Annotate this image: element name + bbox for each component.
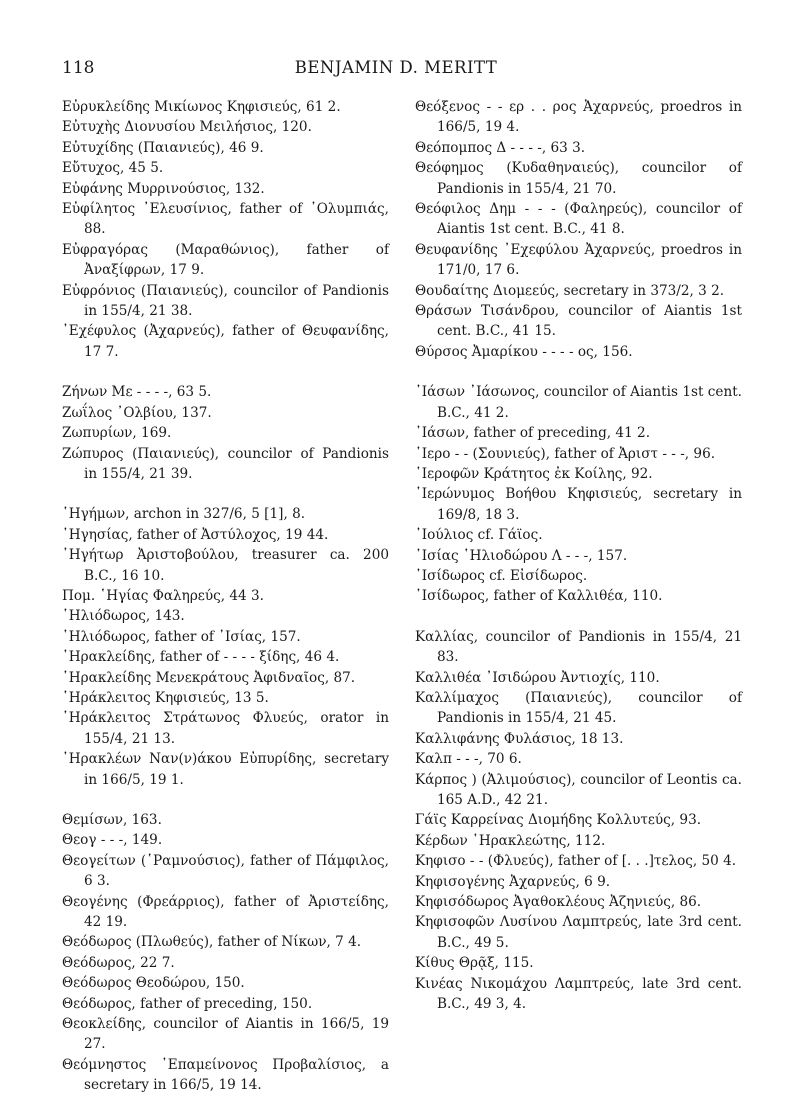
index-entry: Θεόδωρος (Πλωθεύς), father of Νίκων, 7 4.	[62, 934, 362, 951]
index-entry: ᾿Ισίας ῾Ηλιοδώρου Λ - - -, 157.	[415, 547, 628, 564]
index-entry: Κηφισόδωρος Ἀγαθοκλέους Ἀζηνιεύς, 86.	[415, 894, 702, 911]
index-entry: Εὐτυχὴς Διονυσίου Μειλήσιος, 120.	[62, 119, 312, 136]
index-entry: ᾿Ιάσων ᾿Ιάσωνος, councilor of Aiantis 1st cent. B.C., 41 2.	[415, 384, 742, 421]
index-entry: Εὐτυχίδης (Παιανιεύς), 46 9.	[62, 139, 264, 156]
index-entry: Κηφισο - - (Φλυεύς), father of [. . .]τελος, 50 4.	[415, 853, 737, 870]
index-entry: ῾Ηράκλειτος Κηφισιεύς, 13 5.	[62, 689, 269, 706]
index-entry: ᾿Ιούλιος cf. Γάϊος.	[415, 527, 543, 544]
section-gap	[415, 362, 742, 382]
index-entry: Καλλίμαχος (Παιανιεύς), councilor of Pandionis in 155/4, 21 45.	[415, 689, 742, 727]
index-entry: ῾Ηγησίας, father of Ἀστύλοχος, 19 44.	[62, 526, 329, 543]
index-entry: Θεόδωρος, father of preceding, 150.	[62, 995, 313, 1012]
section-gap	[62, 484, 389, 504]
index-entry: Εὐφραγόρας (Μαραθώνιος), father of Ἀναξίφρων, 17 9.	[62, 241, 389, 279]
index-entry: Θευφανίδης ᾿Εχεφύλου Ἀχαρνεύς, proedros in 171/0, 17 6.	[415, 241, 742, 279]
index-entry: Θεόδωρος Θεοδώρου, 150.	[62, 975, 245, 992]
index-entry: ᾿Ιάσων, father of preceding, 41 2.	[415, 425, 651, 442]
section-gap	[415, 607, 742, 627]
index-entry: Κάρπος ) (Ἀλιμούσιος), councilor of Leontis ca. 165 A.D., 42 21.	[415, 771, 742, 808]
index-entry: Θεόφημος (Κυδαθηναιεύς), councilor of Pandionis in 155/4, 21 70.	[415, 160, 742, 197]
index-entry: Κέρδων ῾Ηρακλεώτης, 112.	[415, 832, 606, 849]
index-entry: Κηφισοφῶν Λυσίνου Λαμπτρεύς, late 3rd cent. B.C., 49 5.	[415, 914, 742, 951]
index-entry: Κηφισογένης Ἀχαρνεύς, 6 9.	[415, 873, 611, 890]
index-entry: Εὐφρόνιος (Παιανιεύς), councilor of Pandionis in 155/4, 21 38.	[62, 282, 389, 320]
left-column	[62, 97, 389, 1096]
index-entry: Καλπ - - -, 70 6.	[415, 751, 522, 768]
index-entry: Θεογ - - -, 149.	[62, 832, 163, 849]
index-entry: ῾Ιεροφῶν Κράτητος ἐκ Κοίλης, 92.	[415, 465, 653, 482]
index-entry: Θεόδωρος, 22 7.	[62, 954, 175, 971]
index-entry: Πομ. ῾Ηγίας Φαληρεύς, 44 3.	[62, 587, 264, 604]
index-entry: ᾿Ισίδωρος cf. Εἰσίδωρος.	[415, 567, 588, 584]
index-entry: ᾿Εχέφυλος (Ἀχαρνεύς), father of Θευφανίδης, 17 7.	[62, 323, 389, 360]
page-header	[62, 58, 730, 82]
index-entry: ῾Ιερώνυμος Βοήθου Κηφισιεύς, secretary in 169/8, 18 3.	[415, 486, 742, 523]
index-entry: ῾Ηρακλέων Ναν(ν)άκου Εὐπυρίδης, secretary in 166/5, 19 1.	[62, 751, 389, 788]
index-entry: ᾿Ισίδωρος, father of Καλλιθέα, 110.	[415, 588, 663, 605]
index-entry: Θεόφιλος Δημ - - - (Φαληρεύς), councilor of Aiantis 1st cent. B.C., 41 8.	[415, 201, 742, 238]
index-entry: Ζώπυρος (Παιανιεύς), councilor of Pandionis in 155/4, 21 39.	[62, 445, 389, 482]
index-entry: Θεμίσων, 163.	[62, 812, 162, 828]
index-entry: ῾Ηγήμων, archon in 327/6, 5 [1], 8.	[62, 506, 306, 523]
section-gap	[62, 362, 389, 382]
index-entry: Καλλιφάνης Φυλάσιος, 18 13.	[415, 730, 624, 747]
index-entry: Ζήνων Με - - - -, 63 5.	[62, 384, 212, 401]
index-entry: Ζωΐλος ᾿Ολβίου, 137.	[62, 404, 212, 421]
index-entry: Εὐρυκλείδης Μικίωνος Κηφισιεύς, 61 2.	[62, 99, 341, 115]
index-entry: Θεόξενος - - ερ . . ρος Ἀχαρνεύς, proedros in 166/5, 19 4.	[415, 99, 742, 136]
index-entry: ῾Ηλιόδωρος, father of ᾿Ισίας, 157.	[62, 628, 301, 645]
index-entry: ῾Ηγήτωρ Ἀριστοβούλου, treasurer ca. 200 B.C., 16 10.	[62, 547, 389, 584]
index-entry: Γάϊς Καρρείνας Διομήδης Κολλυτεύς, 93.	[415, 812, 702, 829]
index-entry: Θεόπομπος Δ - - - -, 63 3.	[415, 139, 586, 156]
running-title: BENJAMIN D. MERITT	[294, 58, 498, 77]
index-entry: Θεόμνηστος ᾿Επαμείνονος Προβαλίσιος, a secretary in 166/5, 19 14.	[62, 1056, 389, 1094]
index-entry: ῾Ηλιόδωρος, 143.	[62, 608, 185, 625]
page-number: 118	[62, 58, 95, 78]
index-entry: Θύρσος Ἀμαρίκου - - - - ος, 156.	[415, 343, 633, 360]
index-entry: Εὐφάνης Μυρρινούσιος, 132.	[62, 180, 265, 197]
index-entry: Θεοκλείδης, councilor of Aiantis in 166/5, 19 27.	[62, 1016, 389, 1053]
index-entry: Κινέας Νικομάχου Λαμπτρεύς, late 3rd cent. B.C., 49 3, 4.	[415, 975, 742, 1013]
index-entry: ῾Ηρακλείδης, father of - - - - ξίδης, 46 4.	[62, 649, 340, 666]
index-entry: ῾Ηρακλείδης Μενεκράτους Ἀφιδναῖος, 87.	[62, 669, 356, 686]
index-entry: Εὐφίλητος ᾿Ελευσίνιος, father of ᾿Ολυμπιάς, 88.	[62, 201, 389, 238]
index-entry: Εὔτυχος, 45 5.	[62, 160, 164, 177]
index-entry: Ζωπυρίων, 169.	[62, 425, 172, 442]
index-entry: Θράσων Τισάνδρου, councilor of Aiantis 1st cent. B.C., 41 15.	[415, 303, 742, 340]
right-column	[415, 97, 742, 1014]
index-entry: ῾Ηράκλειτος Στράτωνος Φλυεύς, orator in 155/4, 21 13.	[62, 710, 389, 747]
index-entry: Θεογένης (Φρεάρριος), father of Ἀριστείδης, 42 19.	[62, 893, 389, 931]
index-entry: Καλλίας, councilor of Pandionis in 155/4, 21 83.	[415, 628, 742, 666]
index-entry: Καλλιθέα ᾿Ισιδώρου Ἀντιοχίς, 110.	[415, 669, 660, 686]
index-entry: Θουδαίτης Διομεεύς, secretary in 373/2, 3 2.	[415, 282, 725, 299]
section-gap	[62, 790, 389, 810]
index-entry: Κίθυς Θρᾷξ, 115.	[415, 955, 534, 972]
index-entry: Θεογείτων (῾Ραμνούσιος), father of Πάμφιλος, 6 3.	[62, 852, 389, 890]
index-entry: ῾Ιερο - - (Σουνιεύς), father of Ἀριστ - - -, 96.	[415, 445, 716, 462]
